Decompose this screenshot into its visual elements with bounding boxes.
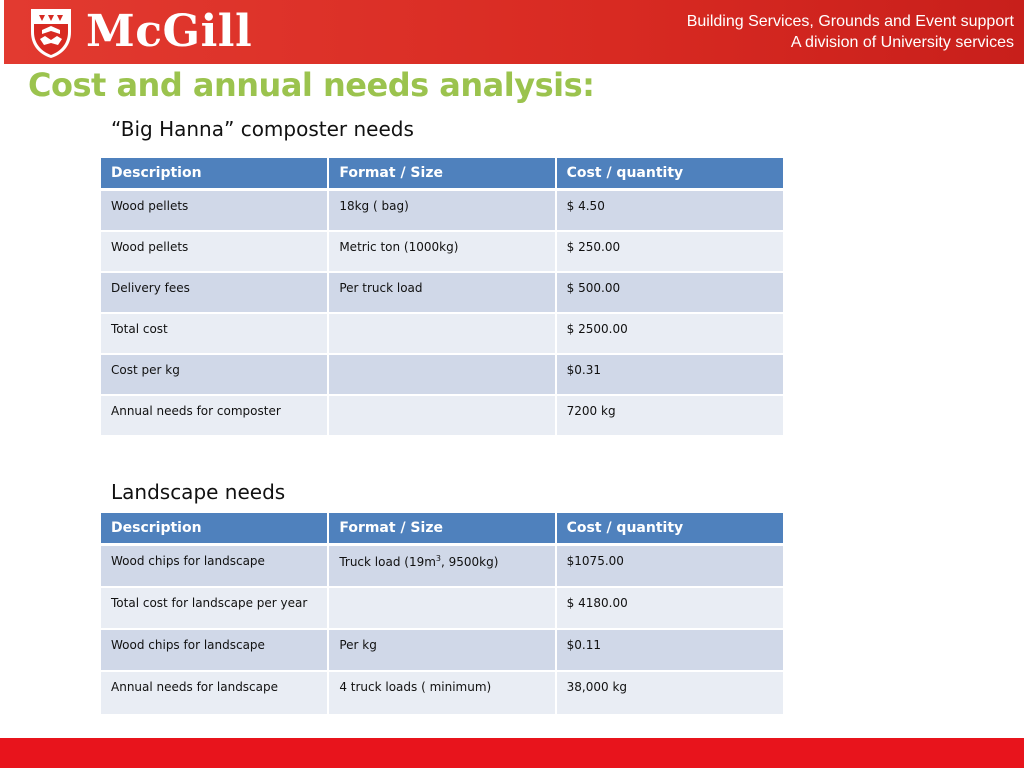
cell-format-size: Per truck load <box>328 272 555 313</box>
format-text: Truck load (19m <box>339 555 436 569</box>
table-row <box>101 354 783 395</box>
column-header-description: Description <box>101 513 328 545</box>
cell-description: Wood chips for landscape <box>101 545 328 588</box>
cell-format-size: 18kg ( bag) <box>328 190 555 232</box>
footer-bar <box>0 738 1024 768</box>
composter-section-title: “Big Hanna” composter needs <box>111 117 414 141</box>
column-header-format-size: Format / Size <box>328 158 555 190</box>
column-header-description: Description <box>101 158 328 190</box>
column-header-cost-quantity: Cost / quantity <box>556 513 783 545</box>
table-row <box>101 671 783 715</box>
tagline-line-2: A division of University services <box>790 34 1014 51</box>
cell-cost-quantity: $ 4.50 <box>556 190 783 232</box>
cell-cost-quantity: $0.11 <box>556 629 783 671</box>
cell-format-size <box>328 354 555 395</box>
column-header-cost-quantity: Cost / quantity <box>556 158 783 190</box>
cell-cost-quantity: 38,000 kg <box>556 671 783 715</box>
table-row <box>101 545 783 588</box>
cell-format-size <box>328 395 555 436</box>
cell-cost-quantity: $0.31 <box>556 354 783 395</box>
table-row <box>101 587 783 629</box>
cell-format-size: Per kg <box>328 629 555 671</box>
cell-description: Cost per kg <box>101 354 328 395</box>
mcgill-crest-icon <box>28 6 74 60</box>
cell-cost-quantity: $1075.00 <box>556 545 783 588</box>
cell-cost-quantity: $ 500.00 <box>556 272 783 313</box>
header-tagline <box>687 11 1014 53</box>
cell-cost-quantity: $ 2500.00 <box>556 313 783 354</box>
table-row <box>101 272 783 313</box>
page-title: Cost and annual needs analysis: <box>28 66 595 104</box>
cell-format-size <box>328 587 555 629</box>
cell-format-size: 4 truck loads ( minimum) <box>328 671 555 715</box>
cell-description: Total cost <box>101 313 328 354</box>
table-header-row <box>101 513 783 545</box>
landscape-section-title: Landscape needs <box>111 480 286 504</box>
composter-needs-table <box>101 158 783 437</box>
cell-description: Wood chips for landscape <box>101 629 328 671</box>
cell-description: Annual needs for landscape <box>101 671 328 715</box>
cell-format-size <box>328 545 555 588</box>
table-row <box>101 629 783 671</box>
header-banner <box>4 0 1024 64</box>
cell-description: Wood pellets <box>101 231 328 272</box>
cell-cost-quantity: $ 4180.00 <box>556 587 783 629</box>
cell-format-size <box>328 313 555 354</box>
cell-description: Annual needs for composter <box>101 395 328 436</box>
table-row <box>101 231 783 272</box>
cell-description: Wood pellets <box>101 190 328 232</box>
table-row <box>101 313 783 354</box>
landscape-needs-table <box>101 513 783 716</box>
format-superscript: 3 <box>435 554 441 563</box>
format-text-suffix: , 9500kg) <box>441 555 499 569</box>
table-header-row <box>101 158 783 190</box>
cell-cost-quantity: $ 250.00 <box>556 231 783 272</box>
table-row <box>101 395 783 436</box>
cell-description: Total cost for landscape per year <box>101 587 328 629</box>
cell-format-size: Metric ton (1000kg) <box>328 231 555 272</box>
mcgill-logo-text: McGill <box>86 6 253 57</box>
cell-cost-quantity: 7200 kg <box>556 395 783 436</box>
tagline-line-1: Building Services, Grounds and Event support <box>686 13 1014 30</box>
table-row <box>101 190 783 232</box>
column-header-format-size: Format / Size <box>328 513 555 545</box>
cell-description: Delivery fees <box>101 272 328 313</box>
